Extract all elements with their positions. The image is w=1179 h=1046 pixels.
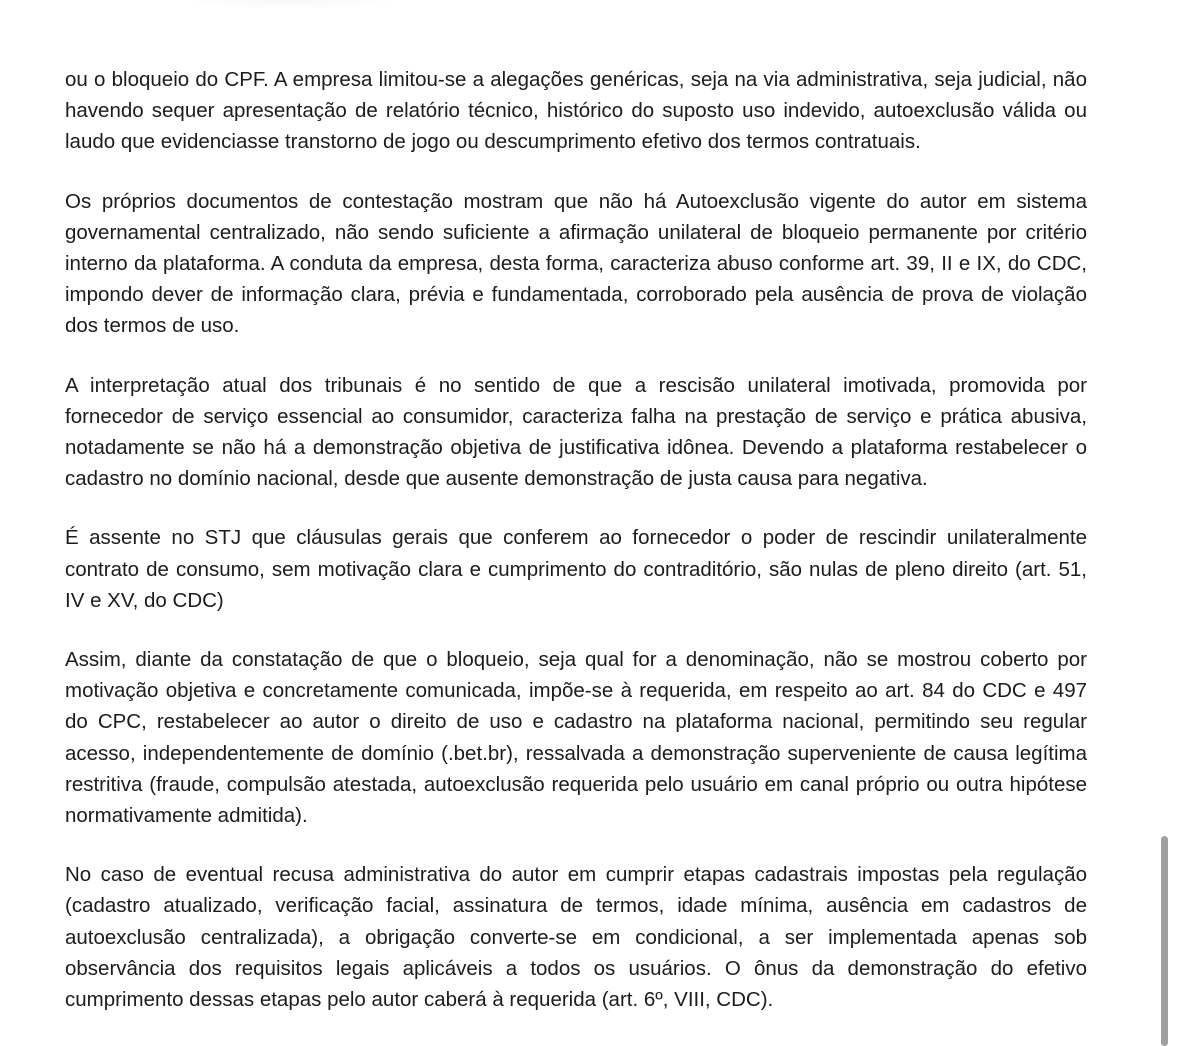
paragraph-4: É assente no STJ que cláusulas gerais que conferem ao fornecedor o poder de rescindir unilateralmente contrato de consumo, sem motivação clara e cumprimento do contraditório, são nulas de pleno direito (art. 51, IV e XV, do CDC) bbox=[65, 526, 1087, 612]
top-edge-shadow bbox=[160, 0, 420, 10]
paragraph-2: Os próprios documentos de contestação mostram que não há Autoexclusão vigente do autor em sistema governamental centralizado, não sendo suficiente a afirmação unilateral de bloqueio permanente por critério interno da plataforma. A conduta da empresa, desta forma, caracteriza abuso conforme art. 39, II e IX, do CDC, impondo dever de informação clara, prévia e fundamentada, corroborado pela ausência de prova de violação dos termos de uso. bbox=[65, 189, 1087, 338]
vertical-scrollbar[interactable] bbox=[1161, 836, 1168, 1046]
paragraph-6: No caso de eventual recusa administrativa do autor em cumprir etapas cadastrais impostas pela regulação (cadastro atualizado, verificação facial, assinatura de termos, idade mínima, ausência em cadastros de autoexclusão centralizada), a obrigação converte-se em condicional, a ser implementada apenas sob observância dos requisitos legais aplicáveis a todos os usuários. O ônus da demonstração do efetivo cumprimento dessas etapas pelo autor caberá à requerida (art. 6º, VIII, CDC). bbox=[65, 863, 1087, 1012]
document-body bbox=[65, 64, 1087, 1043]
paragraph-3: A interpretação atual dos tribunais é no sentido de que a rescisão unilateral imotivada, promovida por fornecedor de serviço essencial ao consumidor, caracteriza falha na prestação de serviço e prática abusiva, notadamente se não há a demonstração objetiva de justificativa idônea. Devendo a plataforma restabelecer o cadastro no domínio nacional, desde que ausente demonstração de justa causa para negativa. bbox=[65, 373, 1087, 491]
paragraph-1: ou o bloqueio do CPF. A empresa limitou-se a alegações genéricas, seja na via administrativa, seja judicial, não havendo sequer apresentação de relatório técnico, histórico do suposto uso indevido, autoexclusão válida ou laudo que evidenciasse transtorno de jogo ou descumprimento efetivo dos termos contratuais. bbox=[65, 68, 1087, 154]
paragraph-5: Assim, diante da constatação de que o bloqueio, seja qual for a denominação, não se mostrou coberto por motivação objetiva e concretamente comunicada, impõe-se à requerida, em respeito ao art. 84 do CDC e 497 do CPC, restabelecer ao autor o direito de uso e cadastro na plataforma nacional, permitindo seu regular acesso, independentemente de domínio (.bet.br), ressalvada a demonstração superveniente de causa legítima restritiva (fraude, compulsão atestada, autoexclusão requerida pelo usuário em canal próprio ou outra hipótese normativamente admitida). bbox=[65, 648, 1087, 828]
